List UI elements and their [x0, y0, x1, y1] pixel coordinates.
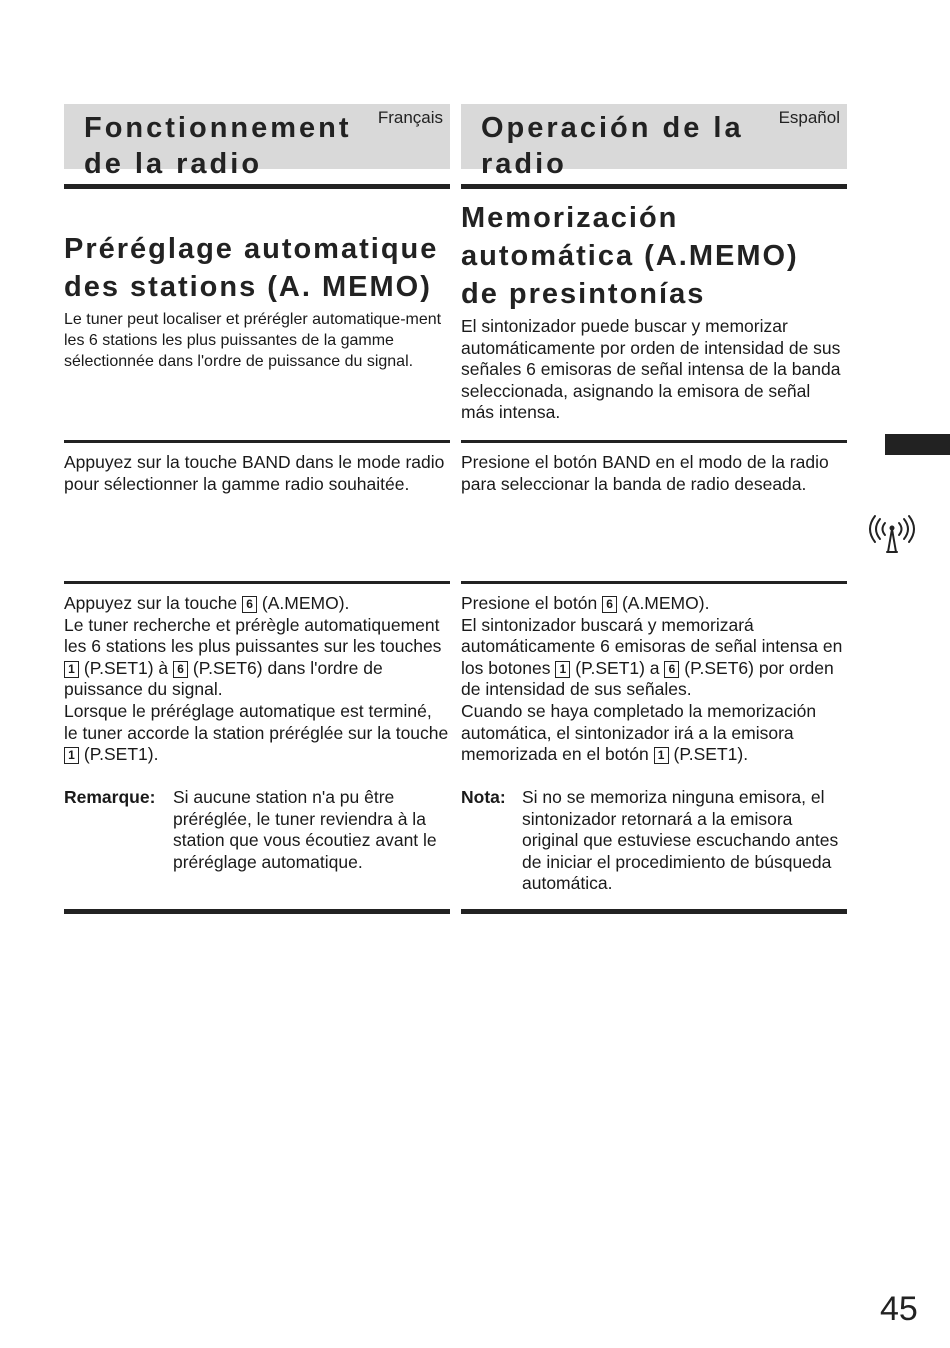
- step2-text-fr: Appuyez sur la touche 6 (A.MEMO). Le tuner recherche et prérègle automatiquement les 6 stations les plus puissantes sur les touches 1 (P.SET1) à 6 (P.SET6) dans l'ordre de puissance du signal. Lorsque le préréglage automatique est terminé, le tuner accorde la station préréglée sur la touche 1 (P.SET1).: [64, 593, 449, 765]
- key-1-icon: 1: [555, 661, 570, 678]
- section-title-es: Operación de la radio: [481, 112, 744, 180]
- step2-text-es: Presione el botón 6 (A.MEMO). El sintonizador buscará y memorizará automáticamente 6 emisoras de señal intensa en los botones 1 (P.SET1) a 6 (P.SET6) por orden de intensidad de sus señales. Cuando se haya completado la memorización automática, el sintonizador irá a la emisora memorizada en el botón 1 (P.SET1).: [461, 593, 843, 765]
- page-number: 45: [880, 1290, 918, 1328]
- key-6-icon: 6: [242, 596, 257, 613]
- section-header-fr: [64, 104, 450, 180]
- key-1-icon: 1: [654, 747, 669, 764]
- language-label-fr: Français: [377, 108, 443, 127]
- step2-rule-es: [461, 581, 847, 584]
- subsection-title-es: Memorización automática (A.MEMO) de presintonías: [461, 202, 799, 310]
- language-label-es: Español: [778, 108, 840, 127]
- header-rule-es: [461, 184, 847, 189]
- step1-rule-fr: [64, 440, 450, 443]
- note-text-fr: Si aucune station n'a pu être préréglée, le tuner reviendra à la station que vous écoutiez avant le préréglage automatique.: [173, 787, 437, 872]
- key-6-icon: 6: [173, 661, 188, 678]
- step2-rule-fr: [64, 581, 450, 584]
- radio-antenna-icon: [866, 513, 918, 555]
- section-title-fr: Fonctionnement de la radio: [84, 112, 352, 180]
- step1-rule-es: [461, 440, 847, 443]
- intro-text-fr: Le tuner peut localiser et prérégler automatique-ment les 6 stations les plus puissantes de la gamme sélectionnée dans l'ordre de puissance du signal.: [64, 311, 442, 370]
- step1-text-fr: Appuyez sur la touche BAND dans le mode radio pour sélectionner la gamme radio souhaitée.: [64, 452, 445, 494]
- header-rule-fr: [64, 184, 450, 189]
- footer-rule-es: [461, 909, 847, 914]
- footer-rule-fr: [64, 909, 450, 914]
- intro-text-es: El sintonizador puede buscar y memorizar automáticamente por orden de intensidad de sus señales 6 emisoras de señal intensa de la banda seleccionada, asignando la emisora de señal más intensa.: [461, 316, 841, 423]
- key-6-icon: 6: [602, 596, 617, 613]
- section-header-es: [461, 104, 847, 180]
- subsection-title-fr: Préréglage automatique des stations (A. MEMO): [64, 233, 439, 303]
- side-tab-marker: [885, 434, 950, 455]
- step1-text-es: Presione el botón BAND en el modo de la radio para seleccionar la banda de radio deseada.: [461, 452, 829, 494]
- note-label-es: Nota:: [461, 787, 506, 807]
- key-1-icon: 1: [64, 661, 79, 678]
- key-6-icon: 6: [664, 661, 679, 678]
- key-1-icon: 1: [64, 747, 79, 764]
- note-label-fr: Remarque:: [64, 787, 156, 807]
- note-text-es: Si no se memoriza ninguna emisora, el sintonizador retornará a la emisora original que estuviese escuchando antes de iniciar el procedimiento de búsqueda automática.: [522, 787, 839, 894]
